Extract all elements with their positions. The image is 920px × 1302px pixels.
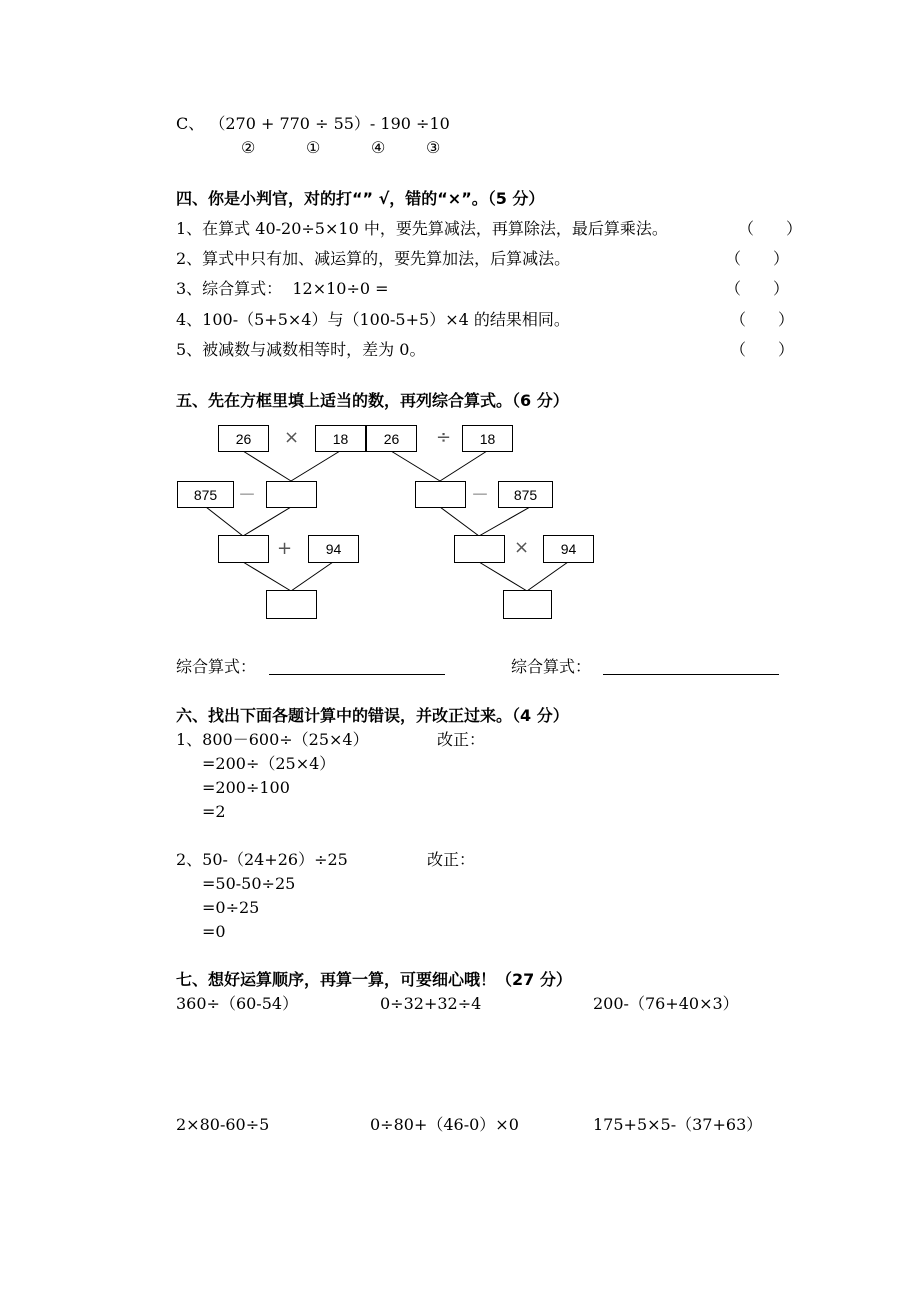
operator-left-2: － <box>238 485 256 506</box>
box-right-a: 26 <box>366 425 417 452</box>
box-right-d: 94 <box>543 535 594 563</box>
problem-1-step: =2 <box>202 802 226 821</box>
box-right-c: 875 <box>498 481 553 508</box>
question-c-expression: C、 （270 + 770 ÷ 55）- 190 ÷10 <box>176 114 450 133</box>
blank-box-right-2[interactable] <box>454 535 505 563</box>
calc-problem: 175+5×5-（37+63） <box>593 1115 763 1134</box>
box-left-d: 94 <box>308 535 359 563</box>
operator-left-3: + <box>277 538 293 559</box>
judge-item-text: 5、被减数与减数相等时，差为 0。 <box>176 340 426 359</box>
problem-1-step: =200÷（25×4） <box>202 754 336 773</box>
blank-box-right-1[interactable] <box>415 481 466 508</box>
judge-item-answer[interactable]: （ ） <box>738 219 803 238</box>
order-mark: ① <box>306 138 321 157</box>
problem-2-line: 2、50-（24+26）÷25 <box>176 850 348 869</box>
problem-2-step: =0÷25 <box>202 898 260 917</box>
section-6-title: 六、找出下面各题计算中的错误，并改正过来。（4 分） <box>176 706 569 725</box>
problem-1-step: =200÷100 <box>202 778 290 797</box>
judge-item-answer[interactable]: （ ） <box>730 340 795 359</box>
problem-1-line: 1、800－600÷（25×4） <box>176 730 369 749</box>
formula-label-right: 综合算式： <box>511 657 592 676</box>
calc-problem: 360÷（60-54） <box>176 994 299 1013</box>
problem-2-step: =50-50÷25 <box>202 874 296 893</box>
section-4-title: 四、你是小判官，对的打“” √，错的“×”。（5 分） <box>176 189 545 208</box>
operator-right-2: － <box>471 485 489 506</box>
judge-item-answer[interactable]: （ ） <box>725 249 790 268</box>
order-mark: ③ <box>426 138 441 157</box>
calc-problem: 2×80-60÷5 <box>176 1115 270 1134</box>
order-mark: ④ <box>371 138 386 157</box>
formula-answer-line-left[interactable] <box>269 674 445 675</box>
judge-item-text: 1、在算式 40-20÷5×10 中，要先算减法，再算除法，最后算乘法。 <box>176 219 668 238</box>
blank-box-left-2[interactable] <box>218 535 269 563</box>
blank-box-left-1[interactable] <box>266 481 317 508</box>
judge-item-answer[interactable]: （ ） <box>725 279 790 298</box>
calc-problem: 0÷80+（46-0）×0 <box>370 1115 519 1134</box>
correction-label-2: 改正： <box>427 850 476 869</box>
problem-2-step: =0 <box>202 922 226 941</box>
calc-problem: 0÷32+32÷4 <box>380 994 482 1013</box>
box-left-b: 18 <box>315 425 366 452</box>
correction-label-1: 改正： <box>437 730 486 749</box>
calc-problem: 200-（76+40×3） <box>593 994 739 1013</box>
box-left-a: 26 <box>218 425 269 452</box>
operator-left-1: × <box>284 427 300 448</box>
judge-item-text: 2、算式中只有加、减运算的，要先算加法，后算减法。 <box>176 249 571 268</box>
blank-box-right-result[interactable] <box>503 590 552 619</box>
judge-item-text: 3、综合算式： 12×10÷0 = <box>176 279 389 298</box>
judge-item-text: 4、100-（5+5×4）与（100-5+5）×4 的结果相同。 <box>176 310 570 329</box>
box-right-b: 18 <box>462 425 513 452</box>
section-5-title: 五、先在方框里填上适当的数，再列综合算式。（6 分） <box>176 391 569 410</box>
blank-box-left-result[interactable] <box>266 590 317 619</box>
formula-label-left: 综合算式： <box>176 657 257 676</box>
operator-right-1: ÷ <box>436 427 452 448</box>
order-mark: ② <box>241 138 256 157</box>
section-7-title: 七、想好运算顺序，再算一算，可要细心哦！（27 分） <box>176 970 572 989</box>
box-left-c: 875 <box>177 481 234 508</box>
operator-right-3: × <box>514 537 530 558</box>
judge-item-answer[interactable]: （ ） <box>730 310 795 329</box>
formula-answer-line-right[interactable] <box>603 674 779 675</box>
